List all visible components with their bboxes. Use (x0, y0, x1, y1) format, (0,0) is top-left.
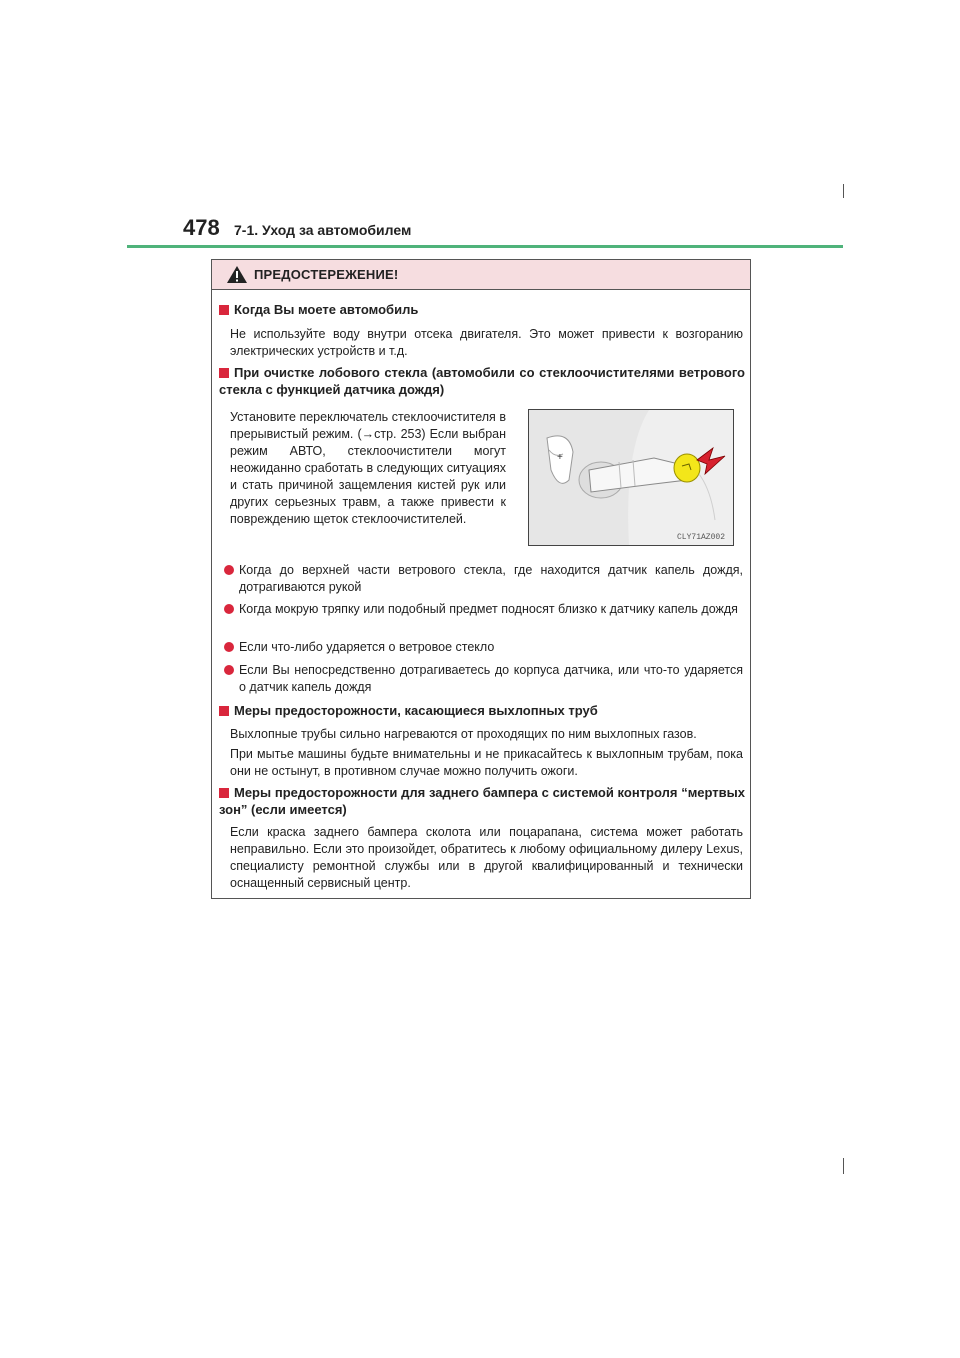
text-wash: Не используйте воду внутри отсека двигателя. Это может привести к возгоранию электрических устройств и т.д. (230, 327, 743, 358)
text-windshield: Установите переключатель стеклоочистителя в прерывистый режим. (→стр. 253) Если выбран режим АВТО, стеклоочистители могут неожиданно сработать в следующих ситуациях и стать причиной защемления кистей рук или других серьезных травм, а также привести к повреждению щеток стеклоочистителей. (230, 410, 507, 526)
square-bullet-icon (219, 706, 229, 716)
warning-triangle-icon (226, 265, 248, 284)
text-exhaust-1: Выхлопные трубы сильно нагреваются от проходящих по ним выхлопных газов. (230, 727, 697, 741)
svg-text:+: + (557, 452, 563, 463)
page-number: 478 (183, 215, 220, 240)
round-bullet-icon (224, 604, 234, 614)
figure-code: CLY71AZ002 (676, 533, 725, 542)
heading-windshield: При очистке лобового стекла (автомобили со стеклоочистителями ветрового стекла с функцией датчика дождя) (219, 365, 745, 397)
warning-box (211, 259, 751, 899)
bullet-item: Когда до верхней части ветрового стекла, где находится датчик капель дождя, дотрагиваются рукой (220, 562, 743, 596)
crop-mark-top (843, 184, 844, 198)
square-bullet-icon (219, 788, 229, 798)
round-bullet-icon (224, 565, 234, 575)
text-bumper: Если краска заднего бампера сколота или поцарапана, система может работать неправильно. Если это произойдет, обратитесь к любому официальному дилеру Lexus, специалисту ремонтной службы или в другой квалифицированный и технически оснащенный сервисный центр. (230, 825, 743, 890)
round-bullet-icon (224, 665, 234, 675)
header-rule (127, 245, 843, 248)
section-title: 7-1. Уход за автомобилем (234, 222, 412, 238)
heading-exhaust: Меры предосторожности, касающиеся выхлопных труб (219, 702, 745, 719)
bullet-item: Если Вы непосредственно дотрагиваетесь до корпуса датчика, или что-то ударяется о датчик капель дождя (220, 662, 743, 696)
square-bullet-icon (219, 368, 229, 378)
warning-title: ПРЕДОСТЕРЕЖЕНИЕ! (254, 267, 399, 282)
bullet-item: Если что-либо ударяется о ветровое стекло (220, 639, 743, 656)
crop-mark-bottom (843, 1158, 844, 1174)
rain-sensor-figure (528, 409, 734, 546)
heading-bumper: Меры предосторожности для заднего бампера с системой контроля “мертвых зон” (если имеется) (219, 785, 745, 817)
heading-wash: Когда Вы моете автомобиль (219, 301, 745, 318)
round-bullet-icon (224, 642, 234, 652)
wiper-switch-illustration (529, 410, 733, 545)
square-bullet-icon (219, 305, 229, 315)
bullet-item: Когда мокрую тряпку или подобный предмет подносят близко к датчику капель дождя (220, 601, 743, 618)
warning-header (212, 260, 750, 290)
text-exhaust-2: При мытье машины будьте внимательны и не прикасайтесь к выхлопным трубам, пока они не остынут, в противном случае можно получить ожоги. (230, 747, 743, 778)
